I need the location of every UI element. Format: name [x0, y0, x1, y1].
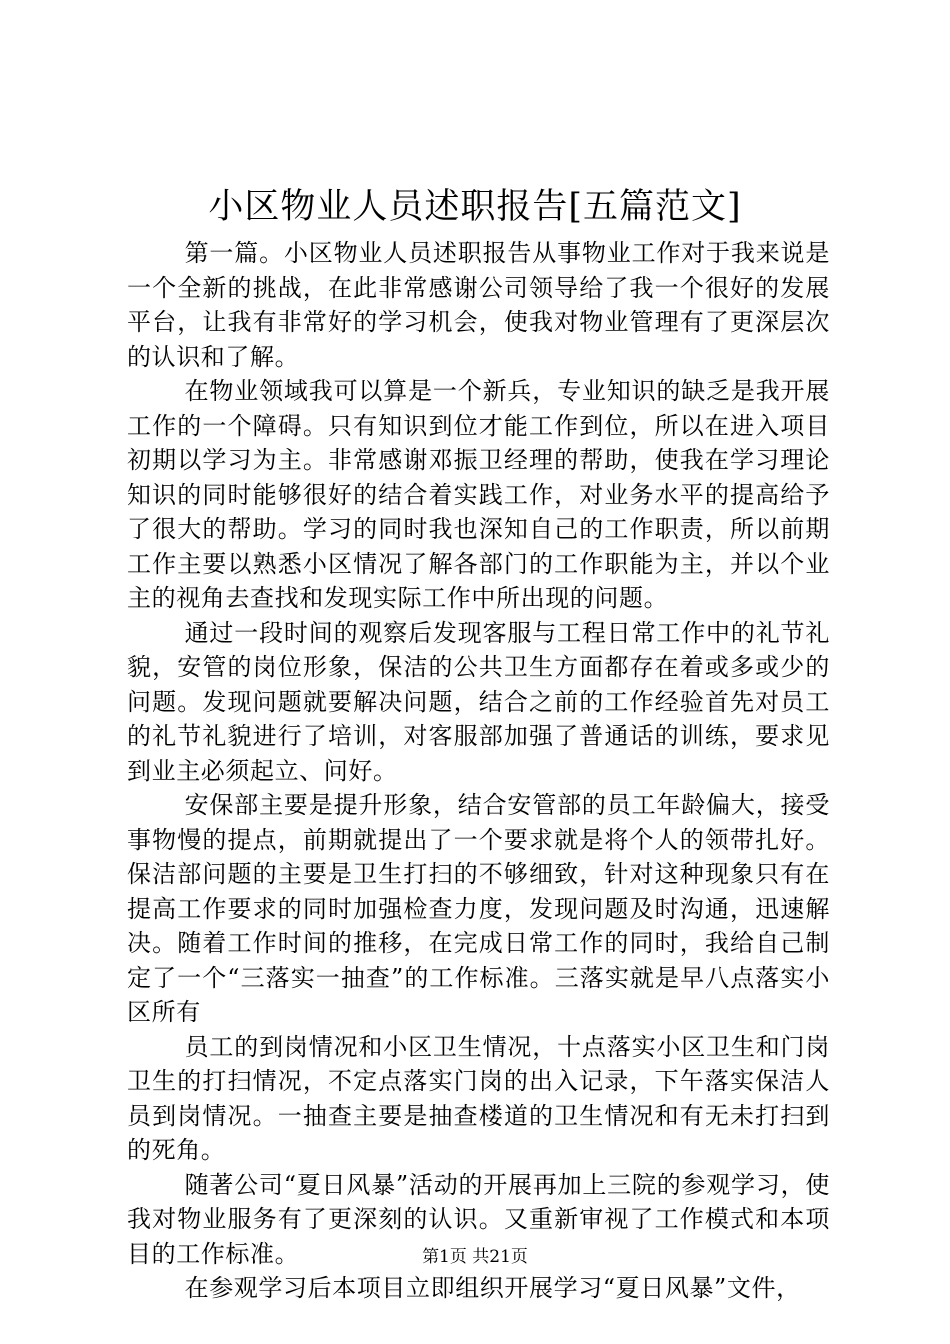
paragraph: 员工的到岗情况和小区卫生情况，十点落实小区卫生和门岗卫生的打扫情况，不定点落实门岗的出入记录，下午落实保洁人员到岗情况。一抽查主要是抽查楼道的卫生情况和有无未打扫到的死角。	[127, 1032, 830, 1164]
document-body	[127, 236, 830, 1306]
paragraph: 安保部主要是提升形象，结合安管部的员工年龄偏大，接受事物慢的提点，前期就提出了一个要求就是将个人的领带扎好。保洁部问题的主要是卫生打扫的不够细致，针对这种现象只有在提高工作要求的同时加强检查力度，发现问题及时沟通，迅速解决。随着工作时间的推移，在完成日常工作的同时，我给自己制定了一个“三落实一抽查”的工作标准。三落实就是早八点落实小区所有	[127, 791, 830, 1026]
page-number-footer: 第1页 共21页	[422, 1247, 528, 1267]
paragraph: 第一篇。小区物业人员述职报告从事物业工作对于我来说是一个全新的挑战，在此非常感谢公司领导给了我一个很好的发展平台，让我有非常好的学习机会，使我对物业管理有了更深层次的认识和了解。	[127, 239, 830, 371]
paragraph: 在物业领域我可以算是一个新兵，专业知识的缺乏是我开展工作的一个障碍。只有知识到位才能工作到位，所以在进入项目初期以学习为主。非常感谢邓振卫经理的帮助，使我在学习理论知识的同时能够很好的结合着实践工作，对业务水平的提高给予了很大的帮助。学习的同时我也深知自己的工作职责，所以前期工作主要以熟悉小区情况了解各部门的工作职能为主，并以个业主的视角去查找和发现实际工作中所出现的问题。	[127, 377, 830, 612]
paragraph: 随著公司“夏日风暴”活动的开展再加上三院的参观学习，使我对物业服务有了更深刻的认识。又重新审视了工作模式和本项目的工作标准。	[127, 1170, 830, 1268]
document-title: 小区物业人员述职报告[五篇范文]	[208, 187, 742, 227]
paragraph: 在参观学习后本项目立即组织开展学习“夏日风暴”文件，	[184, 1274, 801, 1302]
paragraph: 通过一段时间的观察后发现客服与工程日常工作中的礼节礼貌，安管的岗位形象，保洁的公共卫生方面都存在着或多或少的问题。发现问题就要解决问题，结合之前的工作经验首先对员工的礼节礼貌进行了培训，对客服部加强了普通话的训练，要求见到业主必须起立、问好。	[127, 618, 830, 785]
